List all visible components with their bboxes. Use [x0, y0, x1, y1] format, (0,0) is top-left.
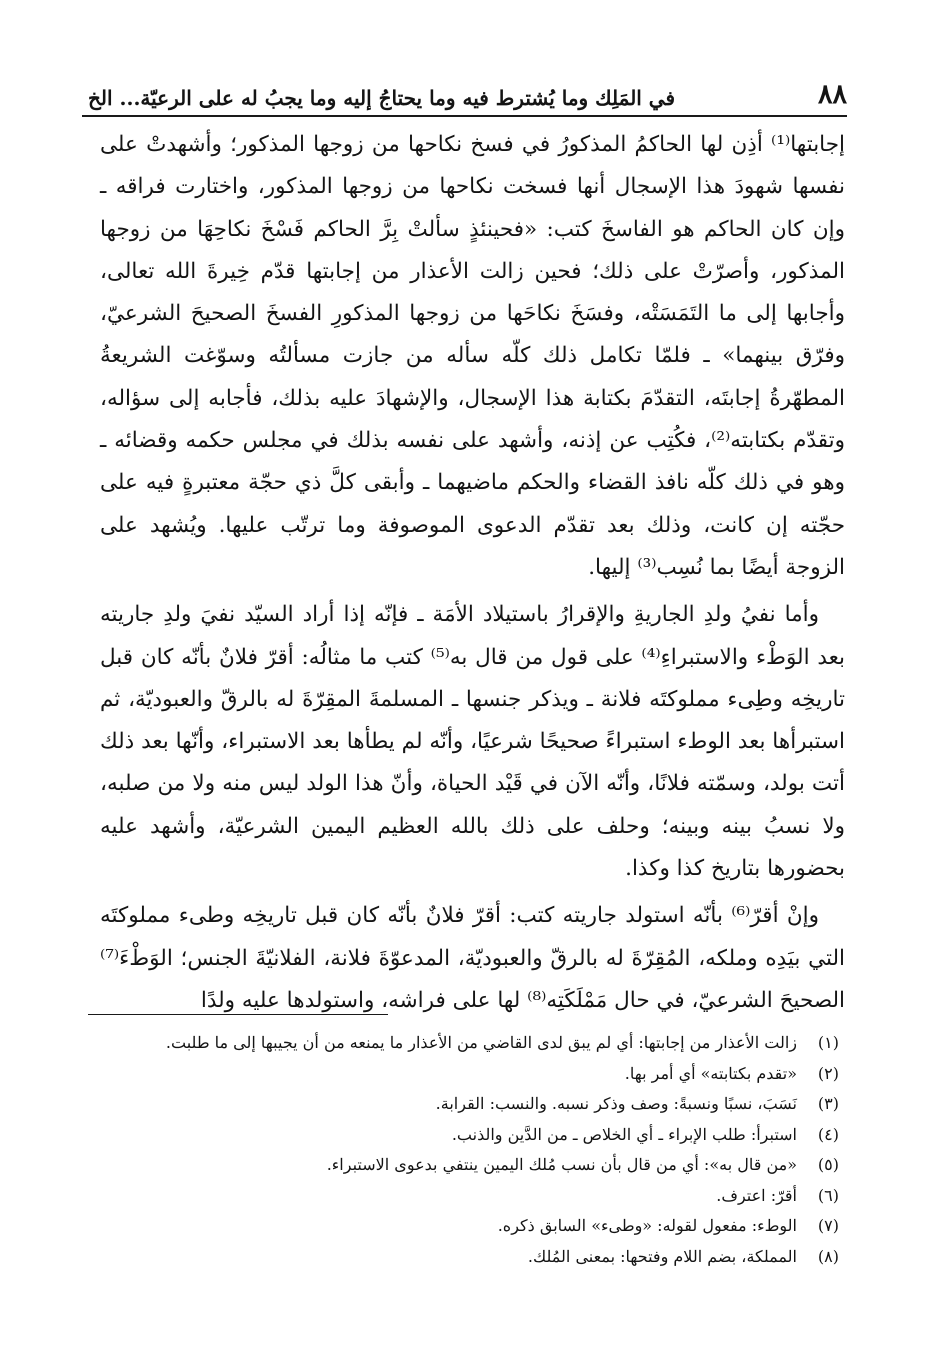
page-number: ٨٨ [817, 79, 847, 110]
paragraph: إجابتها⁽¹⁾ أذِن لها الحاكمُ المذكورُ في فسخ نكاحها من زوجها المذكور؛ وأشهدتْ على نفسها شهودَ هذا الإسجال أنها فسخت نكاحها من زوجها المذكور، واختارت فراقه ـ وإن كان الحاكم هو الفاسخَ كتب: «فحينئذٍ سألتْ بِرَّ الحاكم فَسْخَ نكاحِهَا من زوجها المذكور، وأصرّتْ على ذلك؛ فحين زالت الأعذار من إجابتها قدّم خِيرةَ الله تعالى، وأجابها إلى ما التَمَسَتْه، وفسَخَ نكاحَها من زوجها المذكورِ الفسخَ الصحيحَ الشرعيّ، وفرّق بينهما» ـ فلمّا تكامل ذلك كلّه سأله من جازت مسألتُه وسوّغت الشريعةُ المطهّرةُ إجابتَه، التقدّمَ بكتابة هذا الإسجال، والإشهادَ عليه بذلك، فأجابه إلى سؤاله، وتقدّم بكتابته⁽²⁾، فكُتِب عن إذنه، وأشهد على نفسه بذلك في مجلس حكمه وقضائه ـ وهو في ذلك كلّه نافذ القضاء والحكم ماضيهما ـ وأبقى كلَّ ذي حجّة معتبرةٍ فيه على حجّته إن كانت، وذلك بعد تقدّم الدعوى الموصوفة وما ترتّب عليها. ويُشهد على الزوجة أيضًا بما نُسِب⁽³⁾ إليها. [100, 132, 845, 580]
page-header [88, 70, 847, 110]
footnote-number: (٧) [817, 1216, 839, 1235]
footnote-text: «تقدم بكتابته» أي أمر بها. [624, 1063, 797, 1083]
paragraph: وأما نفيُ ولدِ الجاريةِ والإقرارُ باستيلاد الأمَة ـ فإنّه إذا أراد السيّد نفيَ ولدِ جاريته بعد الوَطْء والاستبراءِ⁽⁴⁾ على قول من قال به⁽⁵⁾ كتب ما مثالُه: أقرّ فلانٌ بأنّه كان قبل تاريخِه وطِىء مملوكتَه فلانة ـ ويذكر جنسها ـ المسلمةَ المقِرّةَ له بالرقّ والعبوديّة، ثم استبرأها بعد الوطء استبراءً صحيحًا شرعيًا، وأنّه لم يطأها بعد الاستبراء، وأنّها بعد ذلك أتت بولد، وسمّته فلانًا، وأنّه الآن في قَيْد الحياة، وأنّ هذا الولد ليس منه ولا من صلبه، ولا نسبُ بينه وبينه؛ وحلف على ذلك بالله العظيم اليمين الشرعيّة، وأشهد عليه بحضورها بتاريخ كذا وكذا. [100, 602, 845, 882]
footnote [86, 1211, 839, 1242]
footnote [86, 1150, 839, 1181]
footnote-number: (٢) [817, 1063, 839, 1083]
footnote [86, 1028, 839, 1059]
footnote-text: أقرّ: اعترف. [716, 1185, 797, 1205]
footnote [86, 1181, 839, 1212]
footnote-text: زالت الأعذار من إجابتها: أي لم يبق لدى القاضي من الأعذار ما يمنعه من أن يجيبها إلى ما طلبت. [165, 1033, 797, 1052]
footnote-number: (٦) [817, 1185, 839, 1205]
footnotes [86, 1028, 839, 1272]
footnote-rule [88, 1014, 388, 1015]
footnote-text: نَسَبَ، نسبًا ونسبةً: وصف وذكر نسبه. والنسب: القرابة. [435, 1094, 797, 1113]
footnote-number: (١) [817, 1033, 839, 1052]
footnote-number: (٥) [817, 1155, 839, 1174]
footnote-number: (٤) [817, 1124, 839, 1144]
paragraph: وإنْ أقرّ⁽⁶⁾ بأنّه استولد جاريته كتب: أقرّ فلانٌ بأنّه كان قبل تاريخِه وطىء مملوكتَه التي بيَدِه وملكه، المُقِرّةَ له بالرقّ والعبوديّة، المدعوّةَ فلانة، الفلانيّةَ الجنس؛ الوَطْءَ⁽⁷⁾ الصحيحَ الشرعيّ، في حال مَمْلَكَتِه⁽⁸⁾ لها على فراشه، واستولدها عليه ولدًا [100, 903, 845, 1013]
running-title: في المَلِك وما يُشترط فيه وما يحتاجُ إليه وما يجبُ له على الرعيّة... الخ [88, 86, 676, 110]
footnote [86, 1120, 839, 1151]
footnote-text: استبرأ: طلب الإبراء ـ أي الخلاص ـ من الدَّين والذنب. [451, 1124, 797, 1144]
footnote-number: (٨) [817, 1246, 839, 1266]
header-rule [82, 115, 847, 117]
footnote-number: (٣) [817, 1094, 839, 1113]
footnote-text: المملكة، بضم اللام وفتحها: بمعنى المُلك. [527, 1246, 797, 1266]
footnote-text: «من قال به»: أي من قال بأن نسب مُلك اليمين ينتفي بدعوى الاستبراء. [326, 1155, 797, 1174]
footnote [86, 1242, 839, 1273]
footnote-text: الوطء: مفعول لقوله: «وطىء» السابق ذكره. [497, 1216, 797, 1235]
footnote [86, 1059, 839, 1090]
footnote [86, 1089, 839, 1120]
main-text [100, 124, 845, 1022]
